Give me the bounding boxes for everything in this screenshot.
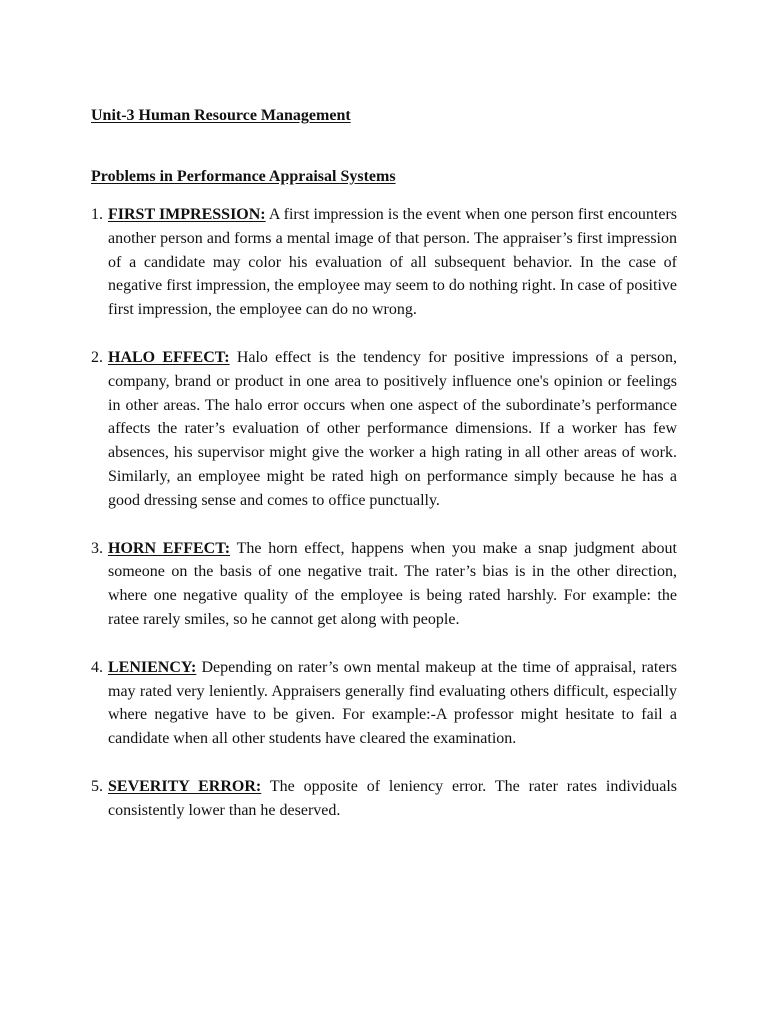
item-term: FIRST IMPRESSION: [108,206,266,223]
item-text: The horn effect, happens when you make a snap judgment about someone on the basis of one negative trait. The rater’s bias is in the other direction, where one negative quality of the employee is being rated harshly. For example: the ratee rarely smiles, so he cannot get along with people. [108,539,678,628]
list-item-halo-effect [91,346,677,513]
item-text: A first impression is the event when one person first encounters another person and forms a mental image of that person. The appraiser’s first impression of a candidate may color his evaluation of all subsequent behavior. In the case of negative first impression, the employee may seem to do nothing right. In case of positive first impression, the employee can do no wrong. [108,206,678,319]
list-item-leniency [91,656,677,751]
item-number: 5. [91,777,103,795]
item-number: 1. [91,206,103,223]
problems-list [91,203,677,823]
section-title: Problems in Performance Appraisal Systems [91,168,396,185]
item-text: The opposite of leniency error. The rater rates individuals consistently lower than he deserved. [108,777,677,819]
item-number: 3. [91,539,103,557]
list-item-first-impression [91,203,677,322]
item-text: Halo effect is the tendency for positive impressions of a person, company, brand or product in one area to positively influence one's opinion or feelings in other areas. The halo error occurs when one aspect of the subordinate’s performance affects the rater’s evaluation of other performance dimensions. If a worker has few absences, his supervisor might give the worker a high rating in all other areas of work. Similarly, an employee might be rated high on performance simply because he has a good dressing sense and comes to office punctually. [108,348,677,509]
item-term: HALO EFFECT: [108,348,230,366]
item-number: 2. [91,348,103,366]
unit-title: Unit-3 Human Resource Management [91,107,351,124]
item-term: LENIENCY: [108,658,197,676]
item-text: Depending on rater’s own mental makeup at the time of appraisal, raters may rated very leniently. Appraisers generally find evaluating others difficult, especially where negative have to be given. For example:-A professor might hesitate to fail a candidate when all other students have cleared the examination. [108,658,678,748]
item-term: HORN EFFECT: [108,539,231,557]
item-term: SEVERITY ERROR: [108,777,262,795]
list-item-horn-effect [91,537,677,632]
list-item-severity-error [91,775,677,823]
item-number: 4. [91,658,103,676]
